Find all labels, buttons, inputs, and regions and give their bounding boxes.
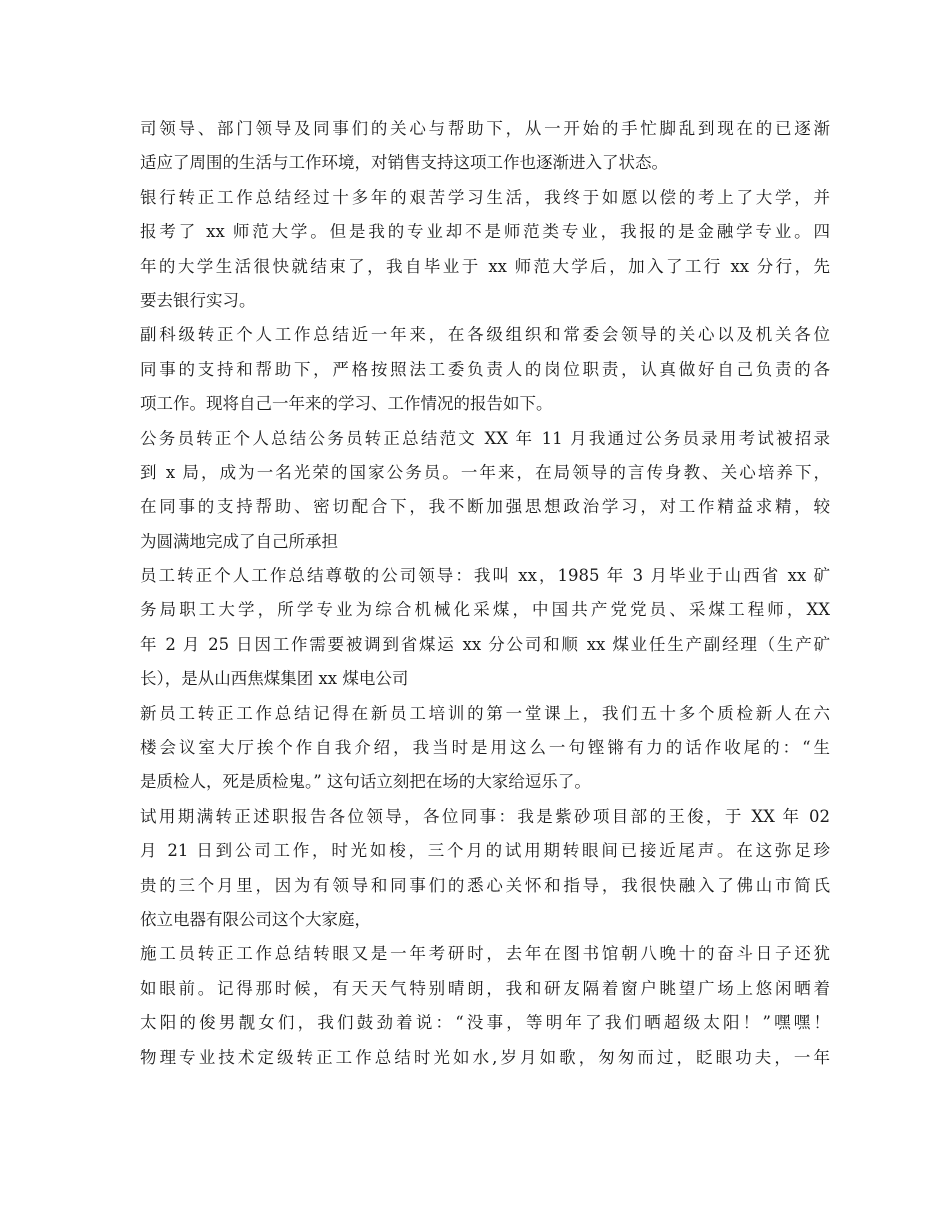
text-line: 司领导、部门领导及同事们的关心与帮助下，从一开始的手忙脚乱到现在的已逐渐 [140, 119, 830, 138]
text-line: 施工员转正工作总结转眼又是一年考研时，去年在图书馆朝八晚十的奋斗日子还犹 [140, 944, 830, 964]
text-line: 公务员转正个人总结公务员转正总结范文 XX 年 11 月我通过公务员录用考试被招录 [140, 428, 830, 448]
text-line: 项工作。现将自己一年来的学习、工作情况的报告如下。 [140, 394, 553, 414]
text-line: 如眼前。记得那时候，有天天气特别晴朗，我和研友隔着窗户眺望广场上悠闲晒着 [140, 978, 830, 998]
text-line: 为圆满地完成了自己所承担 [140, 531, 338, 551]
text-line: 贵的三个月里，因为有领导和同事们的悉心关怀和指导，我很快融入了佛山市简氏 [140, 875, 830, 895]
text-line: 年 2 月 25 日因工作需要被调到省煤运 xx 分公司和顺 xx 煤业任生产副经理（生产矿 [140, 634, 830, 654]
text-line: 月 21 日到公司工作，时光如梭，三个月的试用期转眼间已接近尾声。在这弥足珍 [140, 841, 830, 861]
text-line: 长），是从山西焦煤集团 xx 煤电公司 [140, 669, 409, 689]
text-line: 副科级转正个人工作总结近一年来，在各级组织和常委会领导的关心以及机关各位 [140, 325, 830, 345]
text-line: 在同事的支持帮助、密切配合下，我不断加强思想政治学习，对工作精益求精，较 [140, 497, 830, 517]
text-line: 新员工转正工作总结记得在新员工培训的第一堂课上，我们五十多个质检新人在六 [140, 703, 830, 723]
text-line: 员工转正个人工作总结尊敬的公司领导：我叫 xx，1985 年 3 月毕业于山西省 xx 矿 [140, 566, 830, 586]
text-line: 报考了 xx 师范大学。但是我的专业却不是师范类专业，我报的是金融学专业。四 [140, 222, 830, 242]
text-line: 物理专业技术定级转正工作总结时光如水,岁月如歌，匆匆而过，眨眼功夫，一年 [140, 1047, 830, 1067]
text-line: 到 x 局，成为一名光荣的国家公务员。一年来，在局领导的言传身教、关心培养下， [140, 462, 830, 482]
text-line: 年的大学生活很快就结束了，我自毕业于 xx 师范大学后，加入了工行 xx 分行，先 [140, 256, 830, 276]
text-line: 要去银行实习。 [140, 290, 256, 310]
text-line: 依立电器有限公司这个大家庭， [140, 909, 371, 929]
text-line: 楼会议室大厅挨个作自我介绍，我当时是用这么一句铿锵有力的话作收尾的：“生 [140, 738, 830, 758]
text-line: 是质检人，死是质检鬼。” 这句话立刻把在场的大家给逗乐了。 [140, 772, 591, 792]
text-line: 太阳的俊男靓女们，我们鼓劲着说：“没事，等明年了我们晒超级太阳！”嘿嘿！ [140, 1013, 830, 1033]
text-line: 试用期满转正述职报告各位领导，各位同事：我是紫砂项目部的王俊，于 XX 年 02 [140, 806, 830, 826]
text-line: 务局职工大学，所学专业为综合机械化采煤，中国共产党党员、采煤工程师，XX [140, 600, 830, 620]
text-line: 同事的支持和帮助下，严格按照法工委负责人的岗位职责，认真做好自己负责的各 [140, 359, 830, 379]
document-body [140, 112, 830, 1075]
text-line: 适应了周围的生活与工作环境，对销售支持这项工作也逐渐进入了状态。 [140, 153, 668, 173]
text-line: 银行转正工作总结经过十多年的艰苦学习生活，我终于如愿以偿的考上了大学，并 [140, 187, 830, 207]
